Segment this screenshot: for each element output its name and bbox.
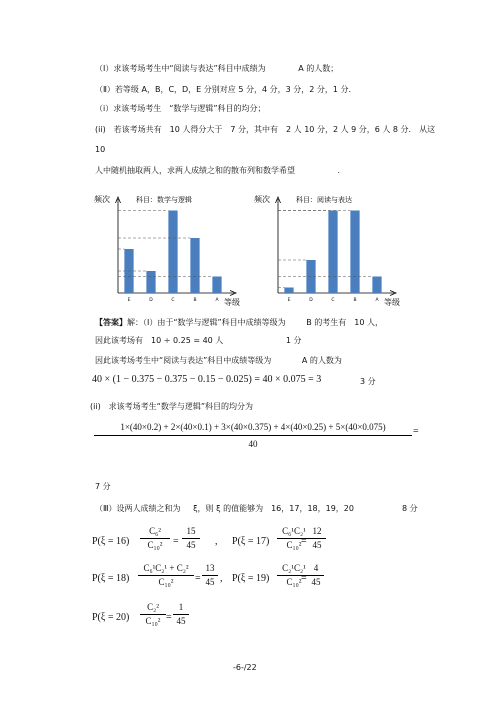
fraction-bar — [140, 538, 170, 539]
prob-19-lhs: P(ξ = 19) — [232, 573, 270, 584]
bar-E — [284, 288, 293, 294]
equals-sign: = — [413, 426, 419, 437]
bar-B — [190, 238, 199, 293]
x-tick-label: D — [309, 298, 313, 303]
question-line-1 — [95, 64, 338, 74]
x-tick-label: B — [193, 298, 197, 303]
mean-denominator: 40 — [248, 439, 258, 449]
fraction-bar — [308, 575, 324, 576]
prob-18-combo-fraction — [138, 563, 194, 588]
mean-fraction — [94, 421, 412, 450]
fraction-denominator: 45 — [311, 577, 321, 587]
answer-text: A 的人数为 — [301, 356, 342, 365]
comma: , — [220, 573, 223, 584]
answer-line-1 — [95, 318, 383, 328]
question-text: （Ⅰ）求该考场考生中“阅读与表达”科目中成绩为 — [95, 64, 266, 73]
x-axis-label: 等级 — [384, 298, 400, 307]
bar-C — [328, 211, 337, 294]
answer-line-7: 7 分 — [95, 482, 111, 491]
equals-sign: = — [173, 536, 179, 547]
fraction-numerator: C₆² — [149, 526, 161, 536]
fraction-denominator: C₁₀² — [145, 616, 161, 626]
fraction-denominator: 45 — [176, 616, 186, 626]
answer-text: 解：（Ⅰ）由于“数学与逻辑”科目中成绩等级为 — [127, 318, 286, 327]
question-line-6 — [95, 166, 340, 176]
fraction-denominator: 45 — [186, 540, 196, 550]
bar-B — [350, 211, 359, 294]
fraction-denominator: C₁₀² — [158, 577, 174, 587]
prob-19-value-fraction — [308, 563, 324, 588]
answer-text: B 的考生有 10 人， — [306, 318, 383, 327]
question-line-5: 10 — [95, 145, 106, 154]
answer-text: （Ⅲ）设两人成绩之和为 — [95, 504, 181, 513]
answer-line-8 — [95, 504, 354, 514]
answer-line-2 — [95, 336, 301, 346]
fraction-denominator: C₁₀² — [286, 577, 302, 587]
equals-sign: = — [166, 612, 172, 623]
prob-20-lhs: P(ξ = 20) — [92, 612, 130, 623]
comma: , — [215, 536, 218, 547]
bar-A — [372, 277, 381, 294]
prob-16-combo-fraction — [140, 526, 170, 551]
score-note: 3 分 — [360, 377, 376, 386]
fraction-numerator: 4 — [313, 563, 319, 573]
x-tick-label: D — [149, 298, 153, 303]
answer-line-4 — [92, 375, 321, 385]
fraction-denominator: C₁₀² — [286, 540, 302, 550]
score-note: 8 分 — [402, 504, 418, 513]
bar-chart-math-logic — [90, 190, 250, 310]
score-note: 1 分 — [285, 336, 302, 345]
fraction-numerator: C₂¹C₂¹ — [282, 563, 306, 573]
fraction-bar — [182, 538, 200, 539]
bar-D — [146, 271, 155, 293]
prob-20-value-fraction — [173, 602, 189, 627]
answer-tag: 【答案】 — [95, 318, 127, 327]
fraction-bar — [94, 435, 412, 436]
bar-chart-reading-expression — [250, 190, 410, 310]
fraction-denominator: C₁₀² — [147, 540, 163, 550]
chart-title: 科目：阅读与表达 — [296, 196, 352, 204]
x-axis-label: 等级 — [224, 298, 240, 307]
equals-sign: = — [301, 536, 307, 547]
fraction-numerator: C₆¹C₂¹ + C₂² — [143, 563, 189, 573]
x-tick-label: C — [171, 298, 175, 303]
question-text: A 的人数； — [298, 64, 339, 73]
x-tick-label: B — [353, 298, 357, 303]
fraction-numerator: 15 — [186, 526, 196, 536]
question-text: . — [337, 166, 341, 175]
equals-sign: = — [301, 573, 307, 584]
answer-text: ξ，则 — [193, 504, 214, 513]
prob-18-value-fraction — [202, 563, 218, 588]
prob-18-lhs: P(ξ = 18) — [92, 573, 130, 584]
answer-text: 因此该考场有 10 ÷ 0.25 = 40 人 — [95, 336, 224, 345]
fraction-numerator: C₆¹C₂¹ — [282, 526, 306, 536]
answer-text: ξ 的值能够为 16，17，18，19，20 — [216, 504, 354, 513]
question-line-3: （ⅰ）求该考场考生 “数学与逻辑”科目的均分； — [95, 104, 266, 113]
y-axis-label: 频次 — [254, 195, 270, 204]
fraction-bar — [173, 614, 189, 615]
prob-17-lhs: P(ξ = 17) — [232, 536, 270, 547]
fraction-bar — [138, 575, 194, 576]
mean-numerator: 1×(40×0.2) + 2×(40×0.1) + 3×(40×0.375) + 4×(40×0.25) + 5×(40×0.075) — [120, 422, 386, 432]
answer-line-3 — [95, 356, 342, 366]
fraction-numerator: 12 — [312, 526, 322, 536]
answer-text: 因此该考场考生中“阅读与表达”科目中成绩等级为 — [95, 356, 272, 365]
equals-sign: = — [195, 573, 201, 584]
x-tick-label: E — [287, 298, 291, 303]
x-tick-label: A — [375, 298, 379, 303]
fraction-denominator: 45 — [312, 540, 322, 550]
question-line-4: (ii) 若该考场共有 10 人得分大于 7 分，其中有 2 人 10 分，2 人 9 分，6 人 8 分. 从这 — [95, 125, 436, 134]
prob-16-value-fraction — [182, 526, 200, 551]
answer-formula: 40 × (1 − 0.375 − 0.375 − 0.15 − 0.025) = 40 × 0.075 = 3 — [92, 374, 322, 385]
bar-C — [168, 211, 177, 294]
x-tick-label: C — [331, 298, 335, 303]
question-text: 人中随机抽取两人，求两人成绩之和的散布列和数学希望 — [95, 166, 295, 175]
chart-title: 科目：数学与逻辑 — [136, 196, 192, 204]
fraction-numerator: 13 — [205, 563, 215, 573]
fraction-numerator: 1 — [178, 602, 184, 612]
x-tick-label: A — [215, 298, 219, 303]
prob-20-combo-fraction — [140, 602, 166, 627]
prob-17-value-fraction — [308, 526, 326, 551]
bar-A — [212, 277, 221, 294]
prob-16-lhs: P(ξ = 16) — [92, 536, 130, 547]
fraction-bar — [202, 575, 218, 576]
fraction-numerator: C₂² — [147, 602, 159, 612]
x-tick-label: E — [127, 298, 131, 303]
fraction-bar — [140, 614, 166, 615]
y-axis-label: 频次 — [94, 195, 110, 204]
fraction-bar — [308, 538, 326, 539]
answer-line-5: (ii) 求该考场考生“数学与逻辑”科目的均分为 — [90, 402, 253, 411]
page-number: -6-/22 — [233, 663, 257, 672]
question-line-2: （Ⅱ）若等级 A，B，C，D，E 分别对应 5 分，4 分，3 分，2 分，1 分. — [95, 85, 352, 94]
fraction-denominator: 45 — [205, 577, 215, 587]
